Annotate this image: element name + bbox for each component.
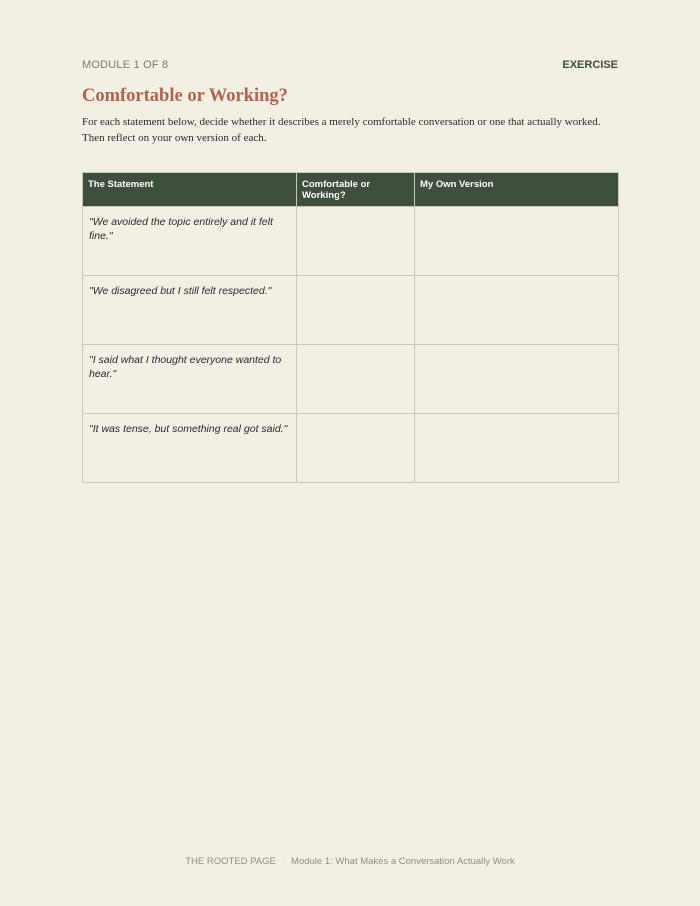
own-version-cell[interactable] xyxy=(415,207,619,276)
table-row xyxy=(83,414,619,483)
statement-cell: "I said what I thought everyone wanted to hear." xyxy=(83,345,297,414)
column-header-verdict: Comfortable or Working? xyxy=(297,173,415,207)
footer-brand: THE ROOTED PAGE xyxy=(185,856,276,867)
verdict-cell[interactable] xyxy=(297,345,415,414)
verdict-cell[interactable] xyxy=(297,207,415,276)
page-header xyxy=(82,59,618,75)
column-header-statement: The Statement xyxy=(83,173,297,207)
own-version-cell[interactable] xyxy=(415,276,619,345)
page-title: Comfortable or Working? xyxy=(82,86,288,106)
statement-cell: "We avoided the topic entirely and it felt fine." xyxy=(83,207,297,276)
intro-paragraph: For each statement below, decide whether it describes a merely comfortable conversation or one that actually worked. Then reflect on your own version of each. xyxy=(82,116,601,144)
own-version-cell[interactable] xyxy=(415,345,619,414)
statement-cell: "It was tense, but something real got said." xyxy=(83,414,297,483)
worksheet-table xyxy=(82,172,619,483)
column-header-own-version: My Own Version xyxy=(415,173,619,207)
footer-separator: · xyxy=(281,856,286,867)
module-counter: MODULE 1 OF 8 xyxy=(82,59,169,71)
table-row xyxy=(83,345,619,414)
table-header-row xyxy=(83,173,619,207)
own-version-cell[interactable] xyxy=(415,414,619,483)
verdict-cell[interactable] xyxy=(297,414,415,483)
verdict-cell[interactable] xyxy=(297,276,415,345)
statement-cell: "We disagreed but I still felt respected." xyxy=(83,276,297,345)
page-footer xyxy=(0,856,700,867)
table-row xyxy=(83,276,619,345)
footer-module-title: Module 1: What Makes a Conversation Actually Work xyxy=(291,856,515,867)
table-row xyxy=(83,207,619,276)
exercise-label: EXERCISE xyxy=(562,59,618,71)
